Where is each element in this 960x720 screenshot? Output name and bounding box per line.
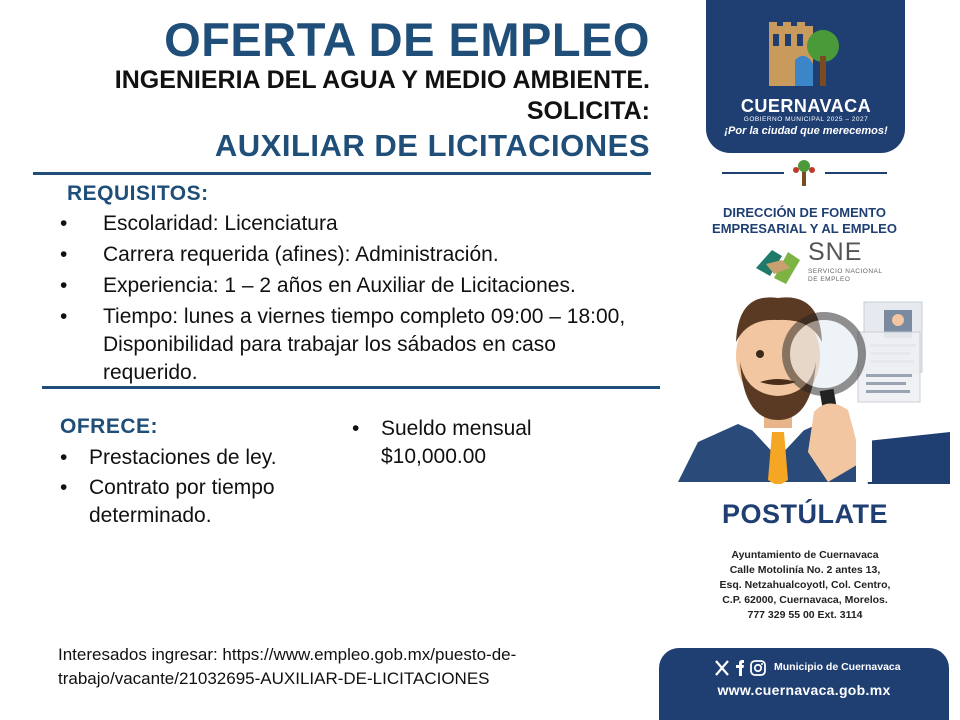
list-item xyxy=(60,241,650,269)
instagram-icon xyxy=(751,661,765,675)
bullet-icon: • xyxy=(60,212,68,235)
address-block xyxy=(690,548,920,623)
list-item xyxy=(352,415,592,471)
address-line: C.P. 62000, Cuernavaca, Morelos. xyxy=(722,594,888,606)
divider-top xyxy=(33,172,651,175)
bullet-icon: • xyxy=(60,476,68,499)
bullet-icon: • xyxy=(352,417,360,440)
social-handle: Municipio de Cuernavaca xyxy=(774,661,901,673)
list-item xyxy=(60,303,650,387)
requirements-list xyxy=(60,210,650,390)
sne-subtitle xyxy=(808,268,882,284)
offer-text: Prestaciones de ley. xyxy=(89,446,277,469)
address-line: Esq. Netzahualcoyotl, Col. Centro, xyxy=(719,579,891,591)
logo-government: GOBIERNO MUNICIPAL 2025 – 2027 xyxy=(743,116,869,123)
salary-list xyxy=(352,415,592,471)
list-item xyxy=(60,210,650,238)
ornament-divider-icon xyxy=(722,158,887,188)
resume-document-icon xyxy=(858,302,922,402)
solicita-label: SOLICITA: xyxy=(526,97,650,125)
requirement-text: Carrera requerida (afines): Administración. xyxy=(103,243,499,266)
website-link[interactable]: www.cuernavaca.gob.mx xyxy=(717,682,891,698)
offer-text: Contrato por tiempo determinado. xyxy=(89,476,275,527)
municipal-emblem-icon xyxy=(765,20,845,92)
offers-heading: OFRECE: xyxy=(60,415,158,438)
logo-city-name: CUERNAVACA xyxy=(740,96,872,116)
sne-subtitle-line: SERVICIO NACIONAL xyxy=(808,268,883,275)
bullet-icon: • xyxy=(60,446,68,469)
apply-cta: POSTÚLATE xyxy=(722,499,888,529)
department-name: DIRECCIÓN DE FOMENTO EMPRESARIAL Y AL EMPLEO xyxy=(712,205,897,236)
address-line: Calle Motolinía No. 2 antes 13, xyxy=(729,564,881,576)
requirement-text: Escolaridad: Licenciatura xyxy=(103,212,338,235)
sne-subtitle-line: DE EMPLEO xyxy=(808,276,851,283)
salary-text: Sueldo mensual $10,000.00 xyxy=(381,417,532,468)
x-icon xyxy=(716,661,728,675)
divider-middle xyxy=(42,386,660,389)
magnifier-icon xyxy=(786,316,862,392)
requirement-text: Tiempo: lunes a viernes tiempo completo 09:00 – 18:00, Disponibilidad para trabajar los sábados en caso requerido. xyxy=(103,305,626,384)
list-item xyxy=(60,444,340,472)
page-title: OFERTA DE EMPLEO xyxy=(164,13,650,66)
offers-list xyxy=(60,444,340,532)
list-item xyxy=(60,474,340,530)
bullet-icon: • xyxy=(60,305,68,328)
social-icons xyxy=(714,658,770,678)
facebook-icon xyxy=(736,660,744,676)
application-link-text: Interesados ingresar: https://www.empleo.gob.mx/puesto-de-trabajo/vacante/21032695-AUXILIAR-DE-LICITACIONES xyxy=(58,645,517,688)
bullet-icon: • xyxy=(60,243,68,266)
requirements-heading: REQUISITOS: xyxy=(67,182,209,205)
list-item xyxy=(60,272,650,300)
position-title: AUXILIAR DE LICITACIONES xyxy=(214,128,650,163)
sne-label: SNE xyxy=(808,238,863,266)
handshake-icon xyxy=(752,238,804,288)
logo-slogan: ¡Por la ciudad que merecemos! xyxy=(724,125,888,137)
address-line: 777 329 55 00 Ext. 3114 xyxy=(747,609,863,621)
requirement-text: Experiencia: 1 – 2 años en Auxiliar de Licitaciones. xyxy=(103,274,576,297)
company-name: INGENIERIA DEL AGUA Y MEDIO AMBIENTE. xyxy=(114,66,650,94)
recruiter-illustration xyxy=(678,292,950,484)
address-line: Ayuntamiento de Cuernavaca xyxy=(731,549,879,561)
bullet-icon: • xyxy=(60,274,68,297)
